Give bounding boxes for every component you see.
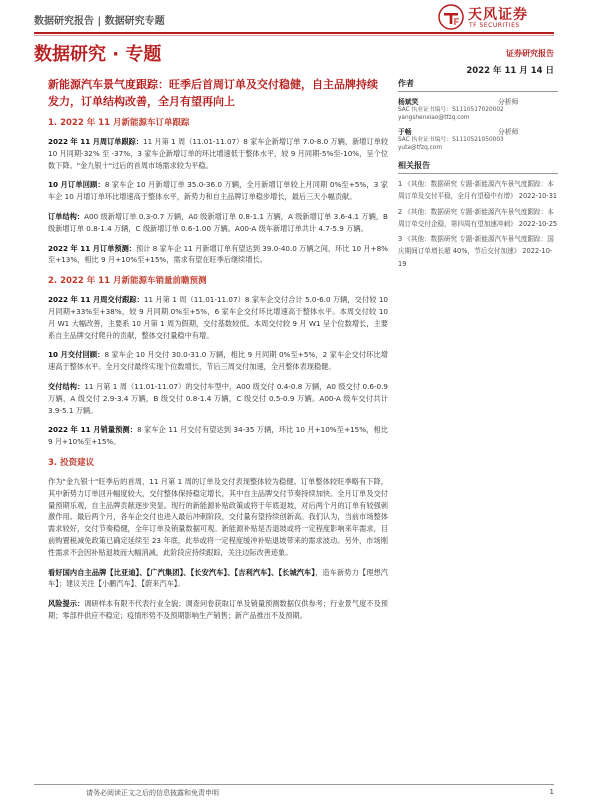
analyst-cert: SAC 执业证书编号：S1110521050003 [398, 137, 504, 143]
header-category: 数据研究报告 | 数据研究专题 [34, 16, 165, 27]
paragraph-october-orders [48, 179, 388, 203]
analyst-cert: SAC 执业证书编号：S1110517020002 [398, 107, 504, 113]
related-report-item[interactable]: 2 《其他：数据研究 专题-新能源汽车景气度跟踪：本周订单交付企稳，第四周有望加速冲刺》 2022-10-25 [398, 207, 558, 228]
paragraph-order-structure [48, 211, 388, 235]
paragraph-picks [48, 567, 388, 591]
section-heading-sales: 2. 2022 年 11 月新能源车销量前瞻预测 [48, 276, 207, 287]
paragraph-weekly-delivery [48, 294, 388, 341]
lead: 2022 年 11 月周交付跟踪： [48, 295, 144, 305]
header-rule-thin [34, 35, 554, 36]
analyst-email[interactable]: yuta@tfzq.com [398, 145, 442, 151]
analyst-email[interactable]: yangshenxiao@tfzq.com [398, 115, 470, 121]
section-heading-orders: 1. 2022 年 11 月新能源车订单跟踪 [48, 118, 190, 128]
analyst-name: 于畅 [398, 128, 412, 136]
lead: 看好国内自主品牌【比亚迪】、【广汽集团】、【长安汽车】、【吉利汽车】、【长城汽车】 [48, 567, 316, 577]
body: 预计 8 家车企 11 月新增订单有望达到 39.0-40.0 万辆之间，环比 10 月+8%至+13%，相比 9 月+10%至+15%，需求有望在旺季后继续增长。 [48, 243, 388, 265]
analyst-role: 分析师 [498, 98, 519, 106]
paragraph-october-delivery [48, 349, 388, 373]
body: 11 月第 1 周（11.01-11.07）8 家车企交付合计 5.0-6.0 万辆，交付较 10 月同期+33%至+38%，较 9 月同期 0%至+5%，6 家车企交付环比增速高于整体水平。本周交付较 10 月 W1 大幅改善，主要系 10 月第 1 周为假期，交付基数较低。本周交付较 9 月 W1 呈个位数增长，主要系自主品牌交付爬升的贡献，整体交付量稳中有增。 [48, 295, 389, 340]
related-report-item[interactable]: 1 《其他：数据研究 专题-新能源汽车景气度跟踪：本周订单及交付平稳，全月有望稳中有增》 2022-10-31 [398, 180, 558, 201]
body: ，造车新势力【理想汽车】；建议关注【小鹏汽车】、【蔚来汽车】。 [48, 567, 388, 589]
logo-english: TF SECURITIES [469, 22, 520, 29]
footer-rule [34, 784, 554, 785]
main-content [48, 76, 388, 630]
paragraph-delivery-structure [48, 381, 388, 416]
paragraph-risk [48, 598, 388, 622]
logo-name: 天风证券 [468, 7, 528, 23]
brand-logo [438, 4, 578, 32]
report-type: 证券研究报告 [506, 49, 554, 58]
body: 8 家车企 11 月交付有望达到 34-35 万辆，环比 10 月+10%至+15%，相比 9 月+10%至+15%。 [48, 425, 388, 447]
section-heading-investment: 3. 投资建议 [48, 457, 95, 468]
related-heading: 相关报告 [398, 160, 558, 174]
disclaimer-note: 请务必阅读正文之后的信息披露和免责申明 [86, 789, 219, 797]
sidebar [398, 78, 558, 273]
analyst-role: 分析师 [498, 128, 519, 136]
related-report-item[interactable]: 3 《其他：数据研究 专题-新能源汽车景气度跟踪：国庆期间订单增长超 40%，节后交付加速》 2022-10-19 [398, 235, 554, 268]
body: 11 月第 1 周（11.01-11.07）的交付车型中，A00 级交付 0.4-0.8 万辆，A0 级交付 0.6-0.9 万辆，A 级交付 2.9-3.4 万辆，B 级交付 0.8-1.4 万辆，C 级交付 0.5-0.9 万辆。A00-A 级车交付共计 3.9-5.1 万辆。 [48, 381, 388, 415]
lead: 2022 年 11 月周订单跟踪： [48, 137, 144, 146]
lead: 订单结构： [48, 211, 85, 221]
lead: 2022 年 11 月销量预测： [48, 425, 138, 435]
lead: 风险提示： [48, 599, 85, 609]
tf-logo-icon [438, 4, 464, 30]
paragraph-sales-forecast [48, 424, 388, 448]
lead: 交付结构： [48, 381, 85, 391]
series-title: 数据研究 · 专题 [34, 44, 162, 65]
page-number: 1 [549, 788, 554, 796]
analyst-name: 杨斌笑 [398, 98, 419, 106]
body: A00 级新增订单 0.3-0.7 万辆，A0 级新增订单 0.8-1.1 万辆，A 级新增订单 3.6-4.1 万辆，B 级新增订单 0.8-1.4 万辆，C 级新增订单 0.6-1.00 万辆。A00-A 级车新增订单共计 4.7-5.9 万辆。 [48, 211, 388, 233]
paragraph-investment: 作为"金九银十"旺季后的首周，11 月第 1 周的订单及交付表现整体较为稳健。订单整体较旺季略有下降，其中新势力订单回升幅度较大，交付整体保持稳定增长，其中自主品牌交付节奏持续加快。全月订单及交付量预期乐观，自主品牌贡献逐步突显。现行的新能源补贴政策或将于年底退坡，对后两个月的订单有较强刺激作用。最后两个月，各车企交付也进入最后冲刺阶段，交付量有望持续创新高。我们认为，当前市场整体需求较好，交付节奏稳健，全年订单及销量数据可观。新能源补贴是否退坡或将一定程度影响来年需求，目前购置税减免政策已确定延续至 23 年底，此举或将一定程度缓冲补贴退坡带来的需求波动。另外，市场刚性需求不会因补贴退坡而大幅消减，此阶段应持续跟踪，关注边际改善迹象。 [48, 476, 388, 557]
report-date: 2022 年 11 月 14 日 [466, 66, 554, 76]
paragraph-order-forecast [48, 243, 388, 267]
body: 8 家车企 10 月新增订单 35.0-36.0 万辆，全月新增订单较上月同期 0%至+5%，3 家车企 10 月增订单环比增速高于整体水平，新势力和自主品牌订单稳步增长，最后三天小幅贡献。 [48, 180, 388, 202]
body: 11 月第 1 周（11.01-11.07）8 家车企新增订单 7.0-8.0 万辆，新增订单较 10 月同期-32% 至 -37%，3 家车企新增订单的环比增速低于整体水平，较 9 月同期-5%至-10%，呈个位数下降。"金九银十"过后的首周市场需求较为平稳。 [48, 137, 389, 170]
authors-heading: 作者 [398, 78, 558, 92]
document-title: 新能源汽车景气度跟踪：旺季后首周订单及交付稳健，自主品牌持续发力，订单结构改善，全月有望再向上 [48, 78, 378, 108]
lead: 10 月交付回顾： [48, 350, 105, 360]
body: 8 家车企 10 月交付 30.0-31.0 万辆，相比 9 月同期 0%至+5%，2 家车企交付环比增速高于整体水平。全月交付最终实现个位数增长，节后三周交付加速，全月整体表现稳健。 [48, 350, 388, 372]
lead: 2022 年 11 月订单预测： [48, 243, 137, 253]
header-rule [34, 32, 554, 34]
analyst-card [398, 96, 558, 122]
paragraph-weekly-orders [48, 136, 388, 171]
analyst-card [398, 126, 558, 152]
lead: 10 月订单回顾： [48, 180, 105, 190]
body: 调研样本有限不代表行业全貌；调查问卷获取订单及销量预测数据仅供参考；行业景气度不及预期；零部件供应不稳定；疫情形势不及预期影响生产销售；新产品推出不及预期。 [48, 599, 388, 620]
